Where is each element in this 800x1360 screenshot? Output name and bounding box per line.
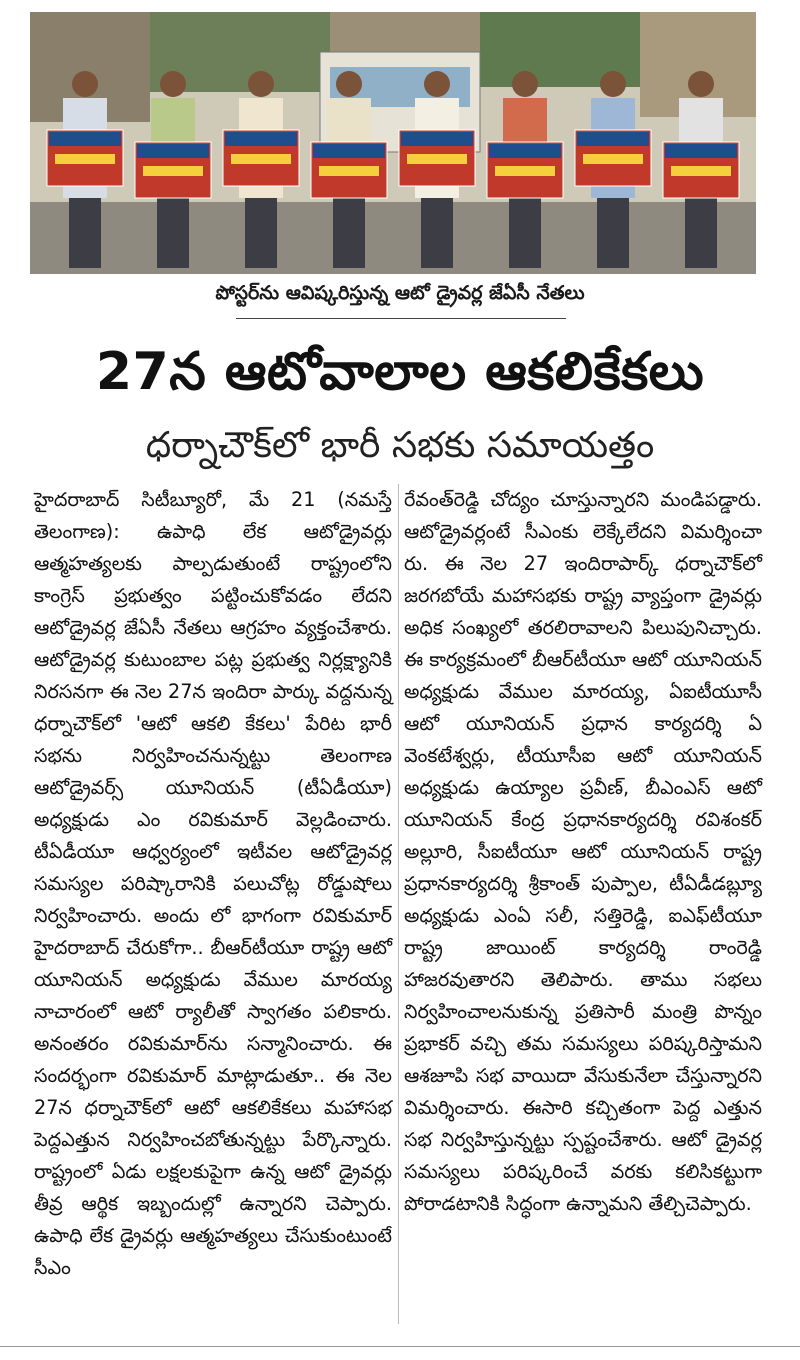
poster-band — [489, 144, 561, 158]
headline: 27న ఆటోవాలాల ఆకలికేకలు — [95, 342, 705, 402]
poster-text-strip — [55, 154, 115, 164]
person-legs — [157, 198, 189, 268]
person-head — [336, 71, 362, 97]
person-legs — [421, 198, 453, 268]
person-head — [248, 71, 274, 97]
photo-people-holding-posters-icon — [30, 12, 756, 274]
person-legs — [685, 198, 717, 268]
person-legs — [69, 198, 101, 268]
poster-text-strip — [583, 154, 643, 164]
photo-caption: పోస్టర్‌ను ఆవిష్కరిస్తున్న ఆటో డ్రైవర్ల జేఏసీ నేతలు — [215, 282, 585, 304]
person-head — [600, 71, 626, 97]
column-divider — [398, 484, 399, 1324]
poster-text-strip — [143, 166, 203, 176]
poster-text-strip — [319, 166, 379, 176]
poster-text-strip — [407, 154, 467, 164]
poster-band — [577, 132, 649, 146]
caption-underline — [236, 318, 566, 319]
person-head — [512, 71, 538, 97]
news-photo — [30, 12, 756, 274]
person-head — [160, 71, 186, 97]
page-bottom-rule — [0, 1346, 800, 1347]
person-legs — [333, 198, 365, 268]
article-column-right: రేవంత్‌రెడ్డి చోద్యం చూస్తున్నారని మండిపడ్డారు. ఆటోడ్రైవర్లంటే సీఎంకు లెక్కేలేదని విమర్శించా రు. ఈ నెల 27 ఇందిరాపార్క్ ధర్నాచౌక్‌లో జరగబోయే మహాసభకు రాష్ట్ర వ్యాప్తంగా డ్రైవర్లు అధిక సంఖ్యలో తరలిరావాలని పిలుపునిచ్చారు. ఈ కార్యక్రమంలో బీఆర్‌టీయూ ఆటో యూనియన్ అధ్యక్షుడు వేముల మారయ్య, ఏఐటీయూసీ ఆటో యూనియన్ ప్రధాన కార్యదర్శి ఏ వెంకటేశ్వర్లు, టీయూసీఐ ఆటో యూనియన్ అధ్యక్షుడు ఉయ్యాల ప్రవీణ్, బీఎంఎస్ ఆటో యూనియన్ కేంద్ర ప్రధానకార్యదర్శి రవిశంకర్ అల్లూరి, సీఐటీయూ ఆటో యూనియన్ రాష్ట్ర ప్రధానకార్యదర్శి శ్రీకాంత్ పుప్పాల, టీఏడీడబ్ల్యూ అధ్యక్షుడు ఎంఏ సలీ, సత్తిరెడ్డి, ఐఎఫ్‌టీయూ రాష్ట్ర జాయింట్ కార్యదర్శి రాంరెడ్డి హాజరవుతారని తెలిపారు. తాము సభలు నిర్వహించాలనుకున్న ప్రతిసారీ మంత్రి పొన్నం ప్రభాకర్ వచ్చి తమ సమస్యలు పరిష్కరిస్తామని ఆశజూపి సభ వాయిదా వేసుకునేలా చేస్తున్నారని విమర్శించారు. ఈసారి కచ్చితంగా పెద్ద ఎత్తున సభ నిర్వహిస్తున్నట్టు స్పష్టంచేశారు. ఆటో డ్రైవర్ల సమస్యలు పరిష్కరించే వరకు కలిసికట్టుగా పోరాడటానికి సిద్ధంగా ఉన్నామని తేల్చిచెప్పారు. — [404, 488, 762, 1215]
person-head — [424, 71, 450, 97]
person-legs — [509, 198, 541, 268]
poster-band — [137, 144, 209, 158]
poster-band — [665, 144, 737, 158]
person-legs — [245, 198, 277, 268]
poster-band — [313, 144, 385, 158]
poster-band — [401, 132, 473, 146]
poster-band — [225, 132, 297, 146]
poster-text-strip — [671, 166, 731, 176]
poster-text-strip — [495, 166, 555, 176]
person-legs — [597, 198, 629, 268]
subheadline: ధర్నాచౌక్‌లో భారీ సభకు సమాయత్తం — [145, 425, 655, 466]
article-column-left: హైదరాబాద్ సిటీబ్యూరో, మే 21 (నమస్తే తెలంగాణ): ఉపాధి లేక ఆటోడ్రైవర్లు ఆత్మహత్యలకు పాల్పడుతుంటే రాష్ట్రంలోని కాంగ్రెస్ ప్రభుత్వం పట్టించుకోవడం లేదని ఆటోడ్రైవర్ల జేఏసీ నేతలు ఆగ్రహం వ్యక్తంచేశారు. ఆటోడ్రైవర్ల కుటుంబాల పట్ల ప్రభుత్వ నిర్లక్ష్యానికి నిరసనగా ఈ నెల 27న ఇందిరా పార్కు వద్దనున్న ధర్నాచౌక్‌లో 'ఆటో ఆకలి కేకలు' పేరిట భారీ సభను నిర్వహించనున్నట్టు తెలంగాణ ఆటోడ్రైవర్స్ యూనియన్ (టీఏడీయూ) అధ్యక్షుడు ఎం రవికుమార్ వెల్లడించారు. టీఏడీయూ ఆధ్వర్యంలో ఇటీవల ఆటోడ్రైవర్ల సమస్యల పరిష్కారానికి పలుచోట్ల రోడ్డుషోలు నిర్వహించారు. అందు లో భాగంగా రవికుమార్ హైదరాబాద్ చేరుకోగా.. బీఆర్‌టీయూ రాష్ట్ర ఆటో యూనియన్ అధ్యక్షుడు వేముల మారయ్య నాచారంలో ఆటో ర్యాలీతో స్వాగతం పలికారు. అనంతరం రవికుమార్‌ను సన్మానించారు. ఈ సందర్భంగా రవికుమార్ మాట్లాడుతూ.. ఈ నెల 27న ధర్నాచౌక్‌లో ఆటో ఆకలికేకలు మహాసభ పెద్దఎత్తున నిర్వహించబోతున్నట్టు పేర్కొన్నారు. రాష్ట్రంలో ఏడు లక్షలకుపైగా ఉన్న ఆటో డ్రైవర్లు తీవ్ర ఆర్థిక ఇబ్బందుల్లో ఉన్నారని చెప్పారు. ఉపాధి లేక డ్రైవర్లు ఆత్మహత్యలు చేసుకుంటుంటే సీఎం — [34, 488, 392, 1279]
person-head — [72, 71, 98, 97]
poster-text-strip — [231, 154, 291, 164]
poster-band — [49, 132, 121, 146]
person-head — [688, 71, 714, 97]
